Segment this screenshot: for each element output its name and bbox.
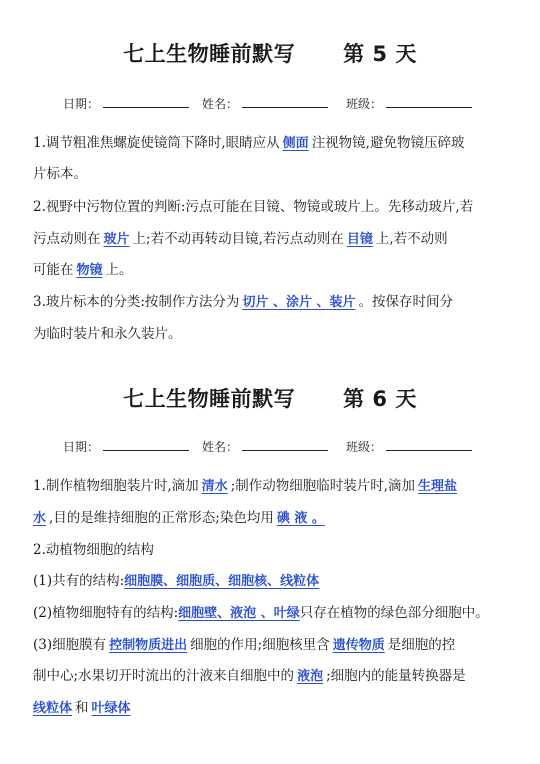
- day5-title: [0, 38, 540, 68]
- day5-line-6: 3.玻片标本的分类:按制作方法分为 切片 、涂片 、装片 。按保存时间分: [33, 294, 453, 310]
- day6-line-1: 1.制作植物细胞装片时,滴加 清水 ;制作动物细胞临时装片时,滴加 生理盐: [33, 477, 460, 496]
- date-label: 日期：: [63, 440, 100, 454]
- day6-class-field[interactable]: [346, 438, 472, 455]
- answer-blank: 玻片: [103, 232, 130, 247]
- answer-blank: 线粒体: [33, 701, 73, 716]
- day5-class-field[interactable]: [346, 95, 472, 112]
- day6-name-field[interactable]: [202, 438, 328, 455]
- day6-title-text: 七上生物睡前默写: [123, 387, 296, 411]
- date-blank[interactable]: [103, 439, 189, 451]
- day5-line-7: 为临时装片和永久装片。: [33, 326, 182, 342]
- class-blank[interactable]: [386, 439, 472, 451]
- day5-line-2: 片标本。: [33, 166, 87, 182]
- day5-date-field[interactable]: [63, 95, 189, 112]
- answer-blank: 液泡: [297, 669, 324, 684]
- day6-date-field[interactable]: [63, 438, 189, 455]
- day6-line-4: (1)共有的结构:细胞膜、细胞质、细胞核、线粒体: [33, 572, 322, 591]
- day6-line-2: 水 ,目的是维持细胞的正常形态;染色均用 碘 液 。: [33, 509, 328, 528]
- day5-line-3: 2.视野中污物位置的判断:污点可能在目镜、物镜或玻片上。先移动玻片,若: [33, 199, 474, 215]
- answer-blank: 目镜: [346, 232, 373, 247]
- day6-day-label: 第 6 天: [343, 387, 417, 411]
- name-blank[interactable]: [242, 96, 328, 108]
- name-blank[interactable]: [242, 439, 328, 451]
- answer-blank: 生理盐: [418, 479, 458, 494]
- answer-blank: 侧面: [282, 136, 309, 151]
- day6-line-5: (2)植物细胞特有的结构:细胞壁、液泡 、叶绿只存在植物的绿色部分细胞中。: [33, 605, 489, 621]
- day5-line-1: 1.调节粗准焦螺旋使镜筒下降时,眼睛应从 侧面 注视物镜,避免物镜压碎玻: [33, 135, 465, 151]
- day6-line-3: 2.动植物细胞的结构: [33, 542, 154, 558]
- day5-line-5: 可能在 物镜 上。: [33, 262, 133, 278]
- day5-name-field[interactable]: [202, 95, 328, 112]
- answer-blank: 清水: [201, 479, 228, 494]
- answer-blank: 碘 液 。: [276, 511, 325, 526]
- class-label: 班级：: [346, 440, 383, 454]
- day5-day-label: 第 5 天: [343, 42, 417, 66]
- day6-line-8: 线粒体 和 叶绿体: [33, 699, 134, 718]
- answer-blank: 控制物质进出: [109, 638, 188, 653]
- answer-blank: 细胞膜、细胞质、细胞核、线粒体: [124, 574, 320, 589]
- answer-blank: 物镜: [76, 263, 103, 278]
- name-label: 姓名：: [202, 97, 239, 111]
- day6-line-7: 制中心;水果切开时流出的汁液来自细胞中的 液泡 ;细胞内的能量转换器是: [33, 668, 466, 684]
- date-blank[interactable]: [103, 96, 189, 108]
- day5-line-4: 污点动则在 玻片 上;若不动再转动目镜,若污点动则在 目镜 上,若不动则: [33, 231, 448, 247]
- answer-blank: 细胞壁、液泡 、叶绿: [178, 606, 300, 621]
- answer-blank: 切片 、涂片 、装片: [242, 295, 356, 310]
- answer-blank: 叶绿体: [91, 701, 131, 716]
- answer-blank: 水: [33, 511, 47, 526]
- day6-title: [0, 383, 540, 413]
- date-label: 日期：: [63, 97, 100, 111]
- name-label: 姓名：: [202, 440, 239, 454]
- answer-blank: 遗传物质: [332, 638, 385, 653]
- class-blank[interactable]: [386, 96, 472, 108]
- class-label: 班级：: [346, 97, 383, 111]
- day6-line-6: (3)细胞膜有 控制物质进出 细胞的作用;细胞核里含 遗传物质 是细胞的控: [33, 637, 456, 653]
- day5-title-text: 七上生物睡前默写: [123, 42, 296, 66]
